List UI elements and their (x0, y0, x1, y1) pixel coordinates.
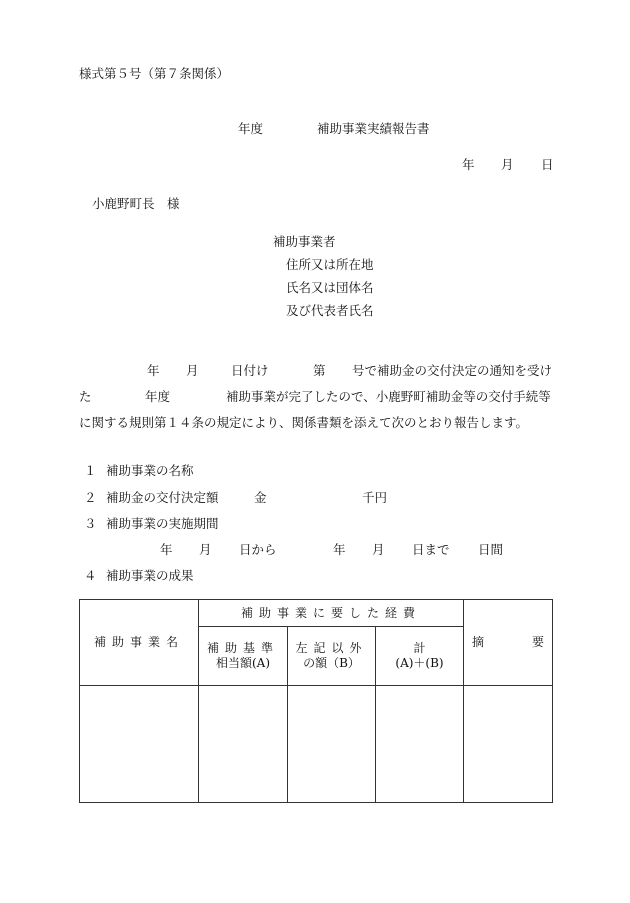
item-2-num: ２ (84, 490, 97, 505)
header-col-b (288, 627, 376, 686)
results-table (79, 599, 553, 803)
date-year: 年 (462, 157, 475, 172)
body-month: 月 (186, 363, 199, 378)
item-2-unit: 千円 (362, 490, 388, 505)
table-row (80, 686, 553, 803)
header-project-name: 補助事業名 (80, 600, 199, 686)
date-month: 月 (501, 157, 514, 172)
header-cost-group: 補助事業に要した経費 (199, 600, 464, 627)
applicant-name: 氏名又は団体名 (286, 280, 374, 295)
period-start-day: 日から (239, 542, 277, 557)
addressee: 小鹿野町長 様 (92, 196, 180, 211)
header-col-total (376, 627, 464, 686)
header-col-a-line1: 補助基準 (206, 641, 279, 655)
body-line3: に関する規則第１４条の規定により、関係書類を添えて次のとおり報告します。 (79, 415, 529, 430)
header-remarks-2: 要 (532, 635, 545, 649)
applicant-representative: 及び代表者氏名 (286, 303, 374, 318)
body-line1-rest: 号で補助金の交付決定の通知を受け (352, 363, 553, 378)
body-day: 日付け (231, 363, 269, 378)
period-days: 日間 (478, 542, 504, 557)
cell-col-a[interactable] (199, 686, 288, 803)
item-4-label: 補助事業の成果 (106, 568, 194, 583)
period-start-year: 年 (160, 542, 173, 557)
item-2-kin: 金 (254, 490, 267, 505)
item-2-label: 補助金の交付決定額 (106, 490, 219, 505)
body-year: 年 (147, 363, 160, 378)
date-day: 日 (541, 157, 554, 172)
applicant-label: 補助事業者 (273, 234, 336, 249)
cell-project-name[interactable] (80, 686, 199, 803)
cell-remarks[interactable] (464, 686, 553, 803)
header-remarks (464, 600, 553, 686)
form-number: 様式第５号（第７条関係） (79, 66, 230, 81)
header-col-b-line2: の額（B） (303, 656, 360, 670)
item-1-label: 補助事業の名称 (106, 463, 194, 478)
applicant-address: 住所又は所在地 (286, 257, 374, 272)
header-col-total-line1: 計 (413, 641, 426, 655)
header-remarks-1: 摘 (472, 635, 485, 649)
header-col-a-line2: 相当額(A) (215, 656, 271, 670)
cell-col-b[interactable] (288, 686, 376, 803)
item-1-num: １ (84, 463, 97, 478)
period-end-month: 月 (372, 542, 385, 557)
body-ta: た (79, 389, 92, 404)
period-end-year: 年 (333, 542, 346, 557)
header-col-b-line1: 左記以外 (295, 641, 368, 655)
title-nendo: 年度 (238, 121, 264, 136)
body-dai: 第 (313, 363, 326, 378)
item-3-label: 補助事業の実施期間 (106, 516, 219, 531)
body-line2-rest: 補助事業が完了したので、小鹿野町補助金等の交付手続等 (226, 389, 551, 404)
page-title: 補助事業実績報告書 (317, 121, 430, 136)
item-3-num: ３ (84, 516, 97, 531)
period-start-month: 月 (199, 542, 212, 557)
header-col-a (199, 627, 288, 686)
header-col-total-line2: (A)＋(B) (395, 656, 444, 670)
body-nendo: 年度 (145, 389, 171, 404)
item-4-num: ４ (84, 568, 97, 583)
period-end-day: 日まで (412, 542, 450, 557)
cell-col-total[interactable] (376, 686, 464, 803)
